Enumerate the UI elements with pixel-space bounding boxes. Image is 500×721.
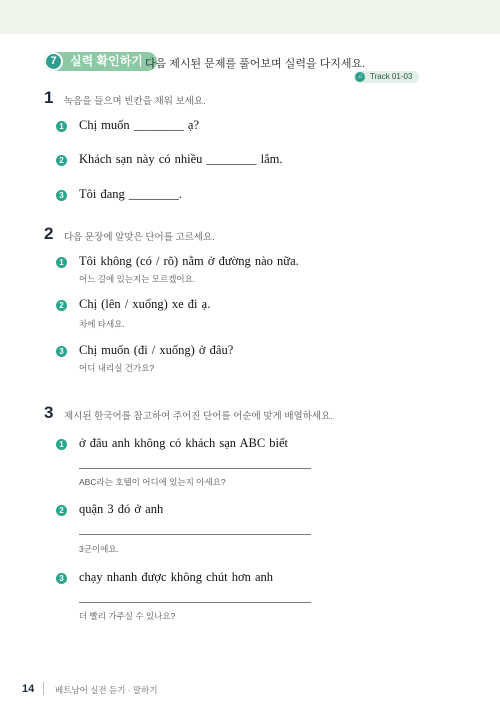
question-number: 2 [44,224,54,243]
question-number: 3 [44,403,54,422]
question-number: 1 [44,88,54,107]
korean-hint: 어느 길에 있는지는 모르겠어요. [79,274,196,284]
question-item: Chị muốn ________ ạ? [79,118,200,132]
item-marker: 1 [56,121,67,132]
section-number: 7 [44,52,63,71]
item-marker: 2 [56,300,67,311]
page-number: 14 [22,683,35,695]
top-band [0,0,500,34]
question-item: Khách sạn này có nhiều ________ lắm. [79,152,283,166]
question-item: Tôi đang ________. [79,187,183,201]
question-item: Tôi không (có / rõ) nằm ở đường nào nữa. [79,254,299,268]
korean-hint: 더 빨리 가주실 수 있나요? [79,611,176,621]
item-marker: 1 [56,257,67,268]
book-title: 베트남어 실전 듣기 · 말하기 [55,685,158,695]
korean-hint: 어디 내리실 건가요? [79,363,155,373]
section-title: 실력 확인하기 [44,52,157,71]
question-item: Chị muốn (đi / xuống) ở đâu? [79,343,234,357]
korean-hint: 차에 타세요. [79,319,125,329]
word-bank: ở đâu anh không có khách sạn ABC biết [79,436,289,450]
question-prompt: 제시된 한국어를 참고하여 주어진 단어를 어순에 맞게 배열하세요. [64,411,333,422]
item-marker: 2 [56,155,67,166]
footer-divider [43,682,44,695]
answer-line[interactable] [79,468,311,469]
headphones-icon: ♫ [355,72,365,82]
item-marker: 3 [56,190,67,201]
korean-hint: ABC라는 호텔이 어디에 있는지 아세요? [79,477,226,487]
answer-line[interactable] [79,602,311,603]
word-bank: quận 3 đó ở anh [79,502,164,516]
item-marker: 1 [56,439,67,450]
word-bank: chạy nhanh được không chút hơn anh [79,570,274,584]
section-instruction: 다음 제시된 문제를 풀어보며 실력을 다지세요. [145,58,366,70]
answer-line[interactable] [79,534,311,535]
item-marker: 3 [56,346,67,357]
item-marker: 3 [56,573,67,584]
question-item: Chị (lên / xuống) xe đi ạ. [79,297,211,311]
item-marker: 2 [56,505,67,516]
korean-hint: 3군이에요. [79,544,119,554]
question-prompt: 다음 문장에 알맞은 단어를 고르세요. [64,232,215,243]
track-label: Track 01-03 [354,71,419,83]
question-prompt: 녹음을 들으며 빈칸을 채워 보세요. [64,96,206,107]
